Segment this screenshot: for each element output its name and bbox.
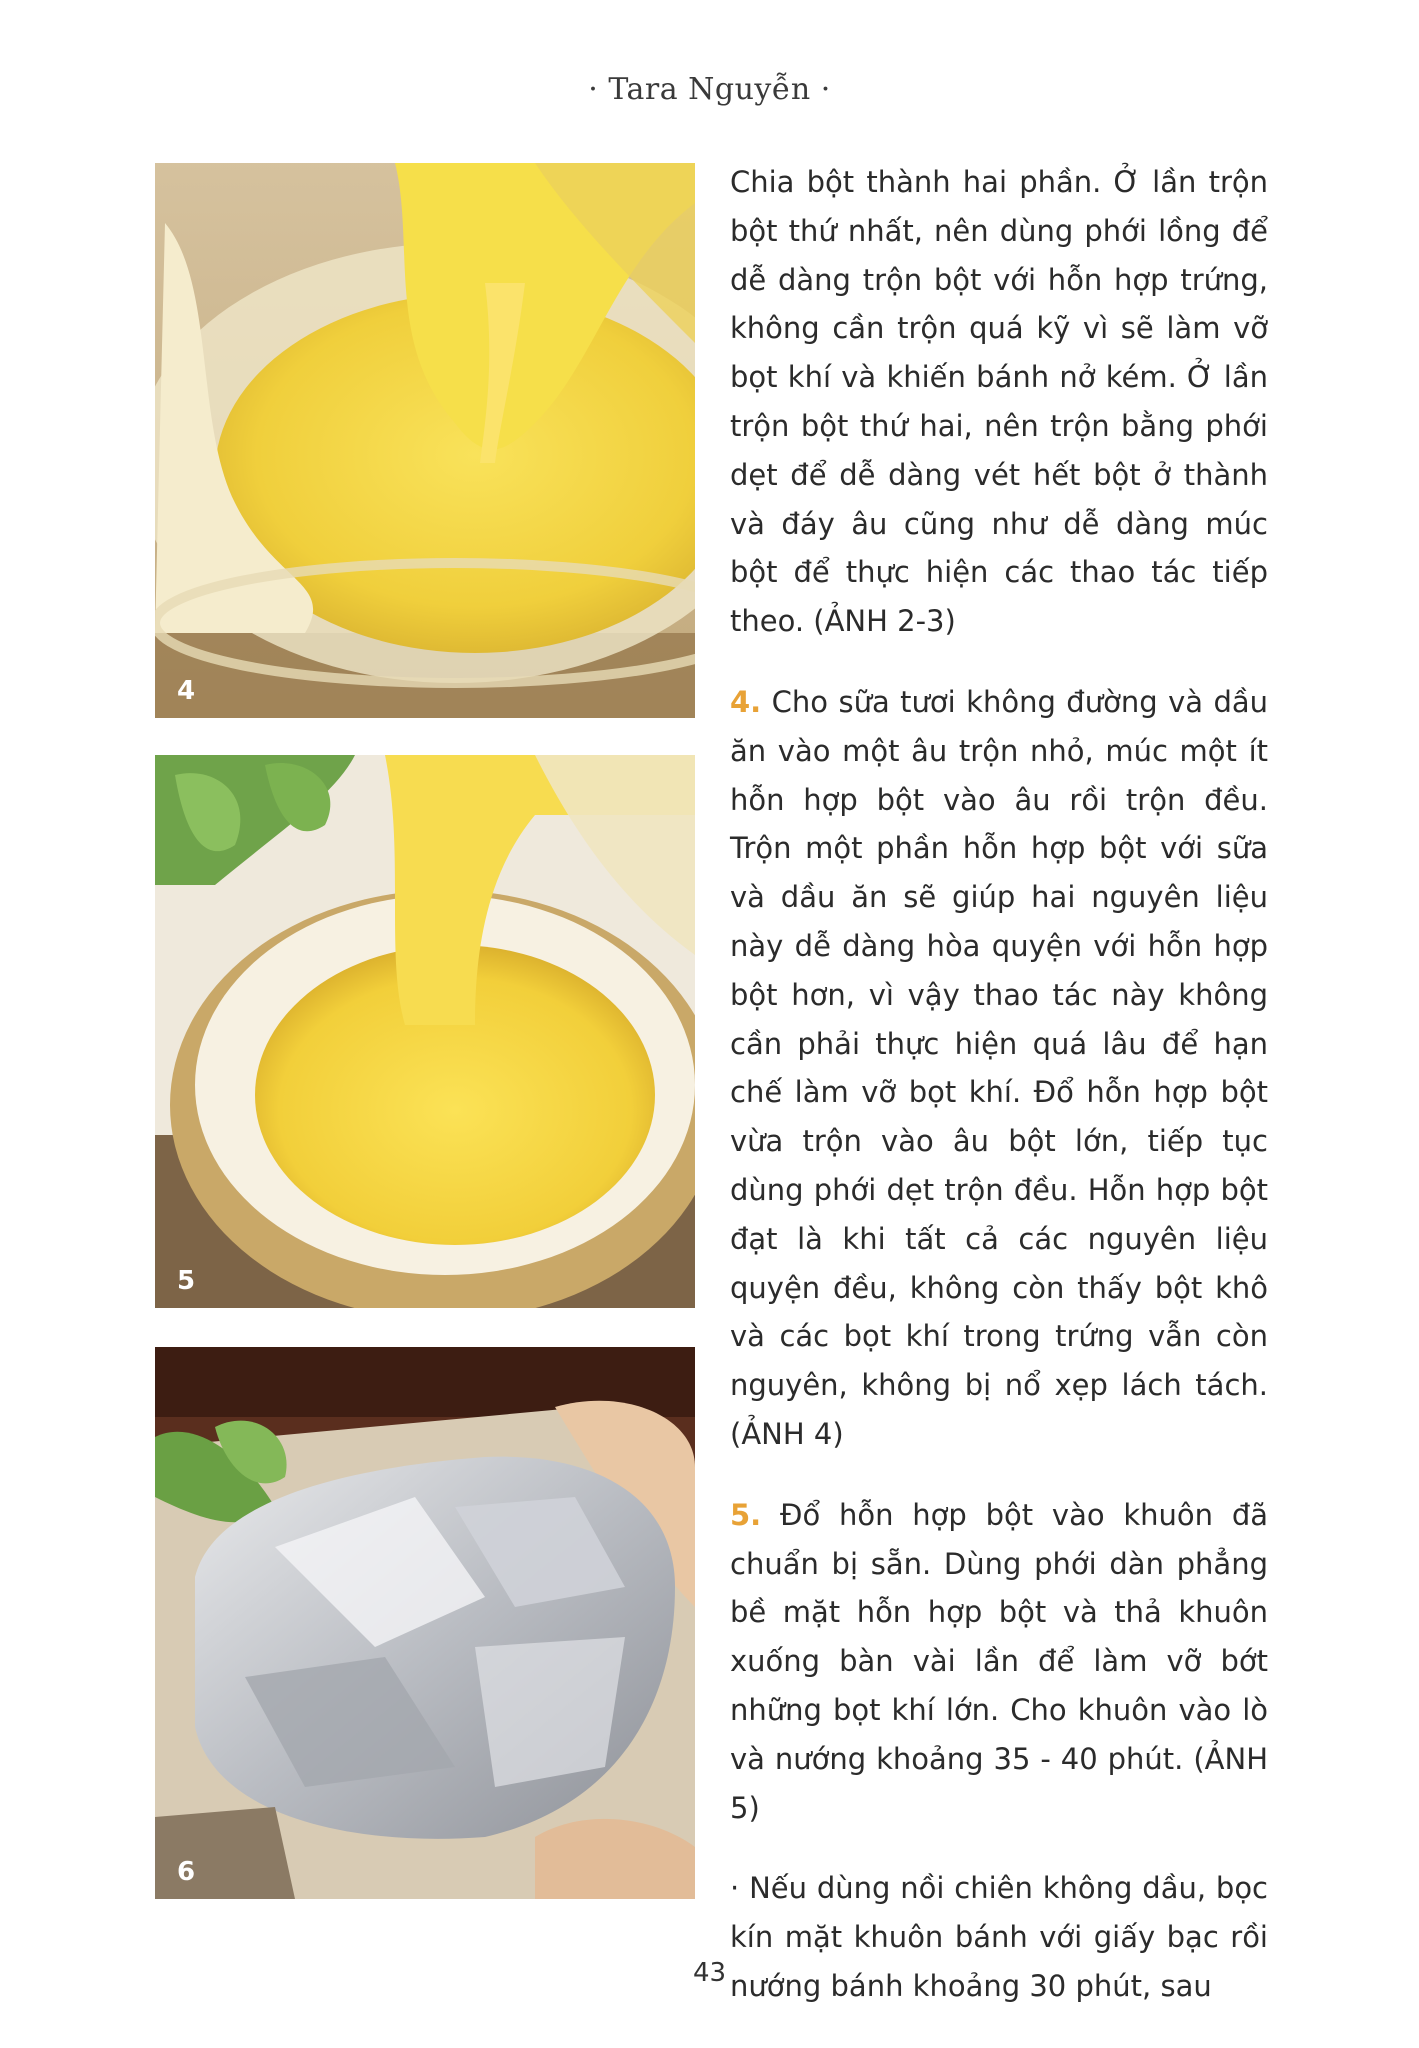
photo-number: 5 — [177, 1266, 196, 1296]
note-text: Nếu dùng nồi chiên không dầu, bọc kín mặt khuôn bánh với giấy bạc rồi nướng bánh khoảng 30 phút, sau — [730, 1871, 1269, 2003]
note-paragraph — [730, 1864, 1268, 2010]
step-text: Cho sữa tươi không đường và dầu ăn vào một âu trộn nhỏ, múc một ít hỗn hợp bột vào âu rồi trộn đều. Trộn một phần hỗn hợp bột với sữa và dầu ăn sẽ giúp hai nguyên liệu này dễ dàng hòa quyện với hỗn hợp bột hơn, vì vậy thao tác này không cần phải thực hiện quá lâu để hạn chế làm vỡ bọt khí. Đổ hỗn hợp bột vừa trộn vào âu bột lớn, tiếp tục dùng phới dẹt trộn đều. Hỗn hợp bột đạt là khi tất cả các nguyên liệu quyện đều, không còn thấy bột khô và các bọt khí trong trứng vẫn còn nguyên, không bị nổ xẹp lách tách. (ẢNH 4) — [730, 684, 1269, 1451]
batter-bowl-image — [155, 163, 695, 718]
instructions-column — [730, 158, 1268, 2043]
step-4-paragraph — [730, 678, 1268, 1459]
photo-step-5 — [155, 755, 695, 1308]
photo-number: 4 — [177, 676, 196, 706]
step-5-paragraph — [730, 1491, 1268, 1833]
photo-number: 6 — [177, 1857, 196, 1887]
step-text: Đổ hỗn hợp bột vào khuôn đã chuẩn bị sẵn. Dùng phới dàn phẳng bề mặt hỗn hợp bột và thả khuôn xuống bàn vài lần để làm vỡ bớt những bọt khí lớn. Cho khuôn vào lò và nướng khoảng 35 - 40 phút. (ẢNH 5) — [730, 1497, 1268, 1825]
step-number: 5. — [730, 1497, 762, 1532]
batter-pan-image — [155, 755, 695, 1308]
bullet-mark: · — [730, 1871, 740, 1906]
page-number: 43 — [692, 1958, 727, 1988]
photo-step-4 — [155, 163, 695, 718]
running-header: · Tara Nguyễn · — [588, 72, 831, 107]
photo-step-6 — [155, 1347, 695, 1899]
intro-paragraph: Chia bột thành hai phần. Ở lần trộn bột thứ nhất, nên dùng phới lồng để dễ dàng trộn bột với hỗn hợp trứng, không cần trộn quá kỹ vì sẽ làm vỡ bọt khí và khiến bánh nở kém. Ở lần trộn bột thứ hai, nên trộn bằng phới dẹt để dễ dàng vét hết bột ở thành và đáy âu cũng như dễ dàng múc bột để thực hiện các thao tác tiếp theo. (ẢNH 2-3) — [730, 165, 1268, 639]
step-number: 4. — [730, 684, 762, 719]
foil-covered-pan-image — [155, 1347, 695, 1899]
